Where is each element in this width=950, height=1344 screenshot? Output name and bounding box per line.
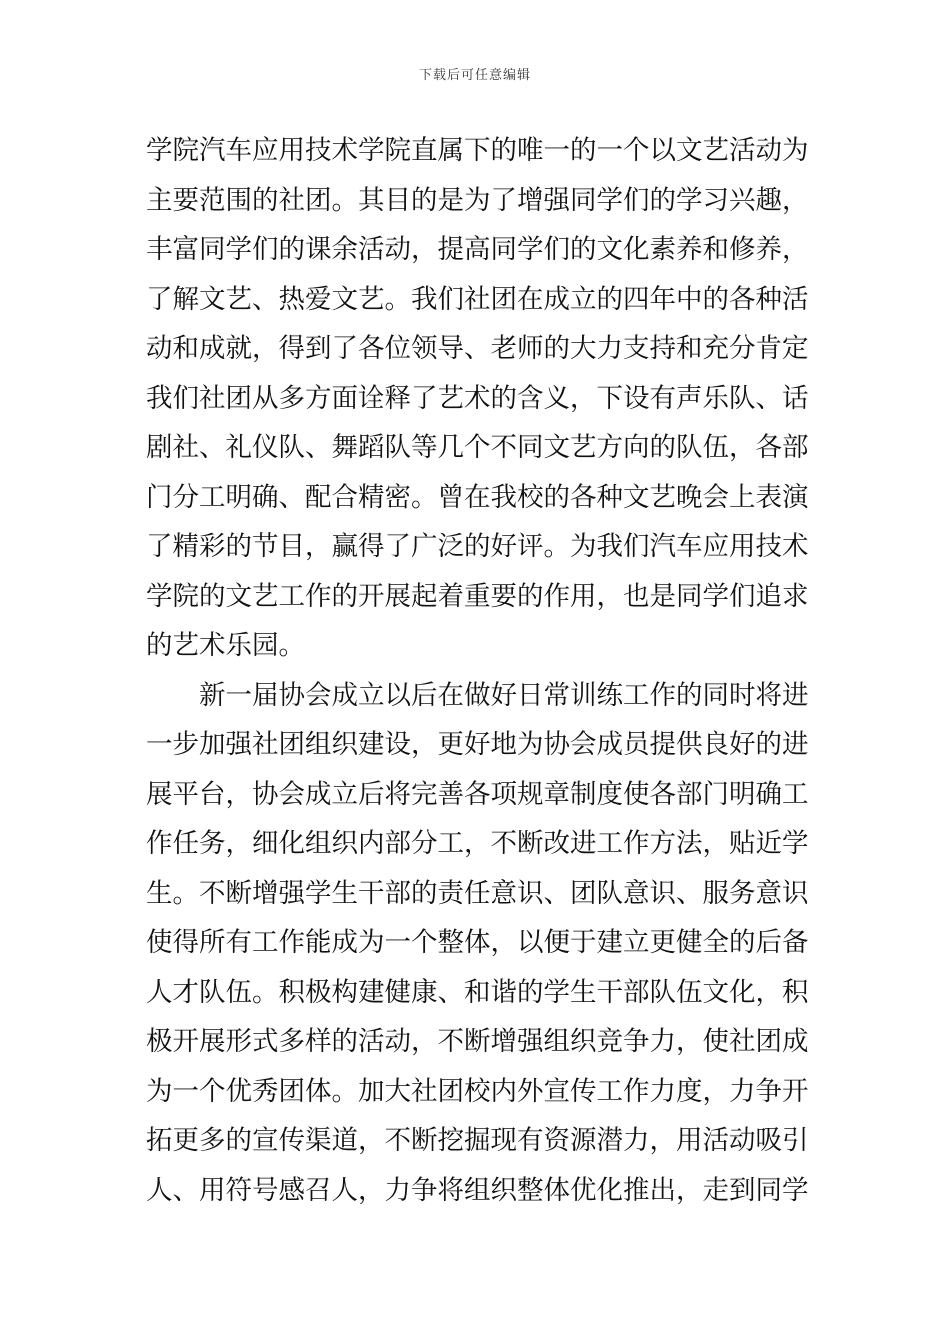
body-text bbox=[146, 126, 810, 1215]
text-line: 动和成就，得到了各位领导、老师的大力支持和充分肯定 bbox=[146, 333, 809, 364]
page-header: 下载后可任意编辑 bbox=[418, 68, 531, 83]
paragraph-1 bbox=[146, 126, 810, 671]
text-line: 一步加强社团组织建设，更好地为协会成员提供良好的进 bbox=[146, 729, 809, 760]
text-line: 学院的文艺工作的开展起着重要的作用，也是同学们追求 bbox=[146, 580, 809, 612]
text-line: 作任务，细化组织内部分工，不断改进工作方法，贴近学 bbox=[146, 828, 809, 859]
paragraph-2 bbox=[146, 671, 810, 1216]
text-line: 的艺术乐园。 bbox=[146, 630, 305, 661]
text-line: 使得所有工作能成为一个整体，以便于建立更健全的后备 bbox=[146, 927, 809, 958]
text-line: 了解文艺、热爱文艺。我们社团在成立的四年中的各种活 bbox=[146, 283, 809, 315]
text-line: 为一个优秀团体。加大社团校内外宣传工作力度，力争开 bbox=[146, 1075, 809, 1107]
text-line: 生。不断增强学生干部的责任意识、团队意识、服务意识 bbox=[146, 877, 809, 909]
text-line: 门分工明确、配合精密。曾在我校的各种文艺晚会上表演 bbox=[146, 481, 809, 513]
text-line: 人才队伍。积极构建健康、和谐的学生干部队伍文化，积 bbox=[146, 976, 809, 1008]
text-line: 了精彩的节目，赢得了广泛的好评。为我们汽车应用技术 bbox=[146, 531, 809, 562]
text-line: 主要范围的社团。其目的是为了增强同学们的学习兴趣， bbox=[146, 184, 809, 216]
text-line: 我们社团从多方面诠释了艺术的含义，下设有声乐队、话 bbox=[146, 382, 809, 414]
text-line: 展平台，协会成立后将完善各项规章制度使各部门明确工 bbox=[146, 778, 809, 810]
text-line: 学院汽车应用技术学院直属下的唯一的一个以文艺活动为 bbox=[146, 135, 809, 166]
text-line: 拓更多的宣传渠道，不断挖掘现有资源潜力，用活动吸引 bbox=[146, 1125, 809, 1156]
text-line: 丰富同学们的课余活动，提高同学们的文化素养和修养， bbox=[146, 234, 809, 265]
text-line-indented: 新一届协会成立以后在做好日常训练工作的同时将进 bbox=[199, 679, 809, 711]
text-line: 极开展形式多样的活动，不断增强组织竞争力，使社团成 bbox=[146, 1026, 809, 1057]
text-line: 人、用符号感召人，力争将组织整体优化推出，走到同学 bbox=[146, 1174, 809, 1206]
text-line: 剧社、礼仪队、舞蹈队等几个不同文艺方向的队伍，各部 bbox=[146, 432, 809, 463]
